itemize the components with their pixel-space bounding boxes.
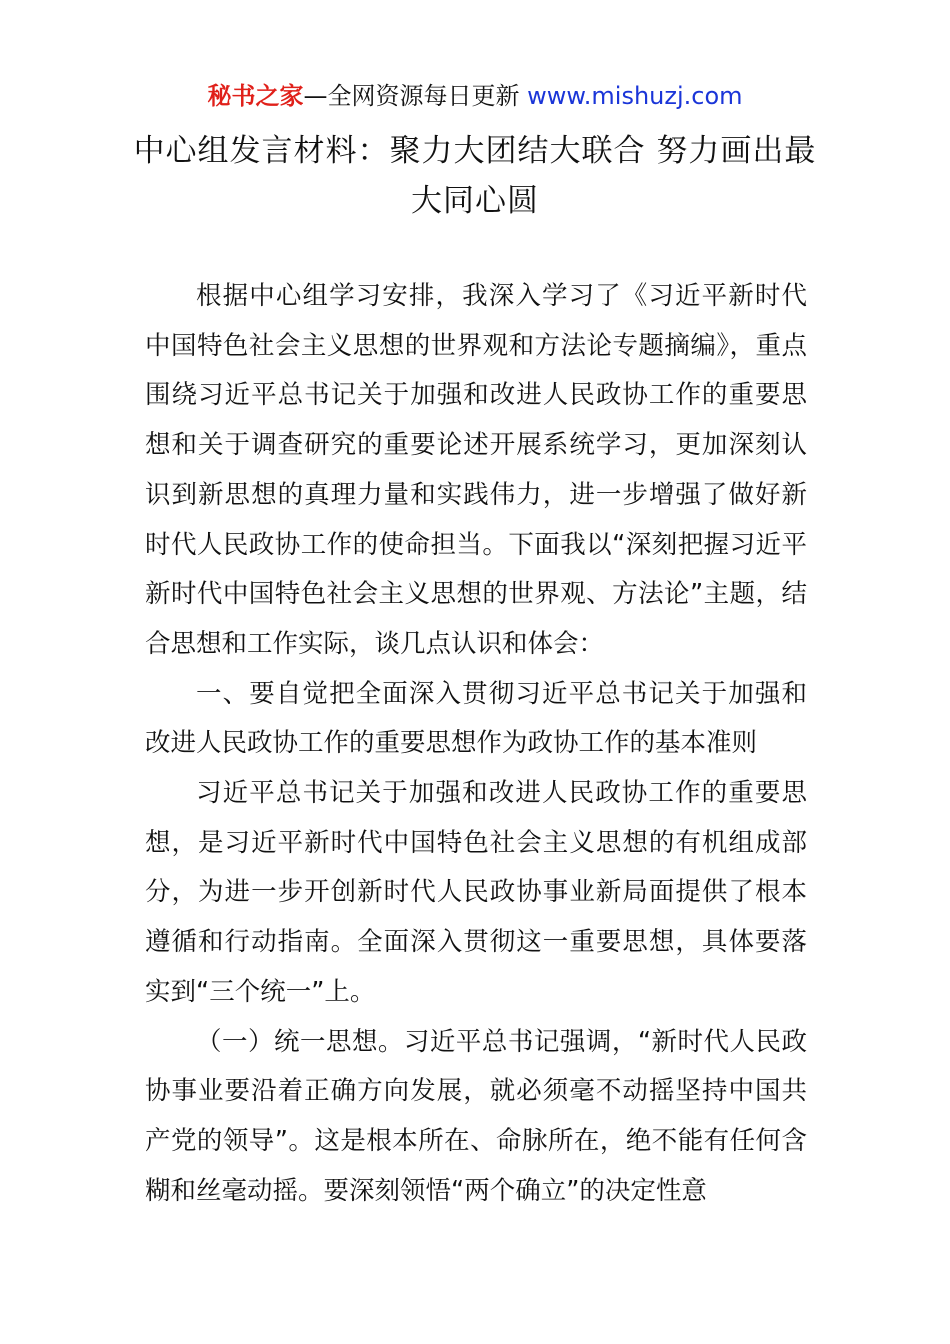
- banner-tagline: —全网资源每日更新: [303, 82, 528, 110]
- site-url-link[interactable]: www.mishuzj.com: [527, 82, 743, 110]
- site-banner: [0, 80, 950, 112]
- document-body: [145, 272, 807, 1216]
- paragraph-intro: 根据中心组学习安排，我深入学习了《习近平新时代中国特色社会主义思想的世界观和方法论专题摘编》，重点围绕习近平总书记关于加强和改进人民政协工作的重要思想和关于调查研究的重要论述开展系统学习，更加深刻认识到新思想的真理力量和实践伟力，进一步增强了做好新时代人民政协工作的使命担当。下面我以“深刻把握习近平新时代中国特色社会主义思想的世界观、方法论”主题，结合思想和工作实际，谈几点认识和体会：: [145, 281, 807, 659]
- brand-name: 秘书之家: [207, 82, 304, 110]
- section-heading-1: 一、要自觉把全面深入贯彻习近平总书记关于加强和改进人民政协工作的重要思想作为政协工作的基本准则: [145, 678, 807, 759]
- paragraph-subsection-1: （一）统一思想。习近平总书记强调，“新时代人民政协事业要沿着正确方向发展，就必须毫不动摇坚持中国共产党的领导”。这是根本所在、命脉所在，绝不能有任何含糊和丝毫动摇。要深刻领悟“两个确立”的决定性意: [145, 1026, 807, 1206]
- paragraph-section-1: 习近平总书记关于加强和改进人民政协工作的重要思想，是习近平新时代中国特色社会主义思想的有机组成部分，为进一步开创新时代人民政协事业新局面提供了根本遵循和行动指南。全面深入贯彻这一重要思想，具体要落实到“三个统一”上。: [145, 778, 807, 1007]
- document-title: 中心组发言材料：聚力大团结大联合 努力画出最大同心圆: [133, 133, 817, 219]
